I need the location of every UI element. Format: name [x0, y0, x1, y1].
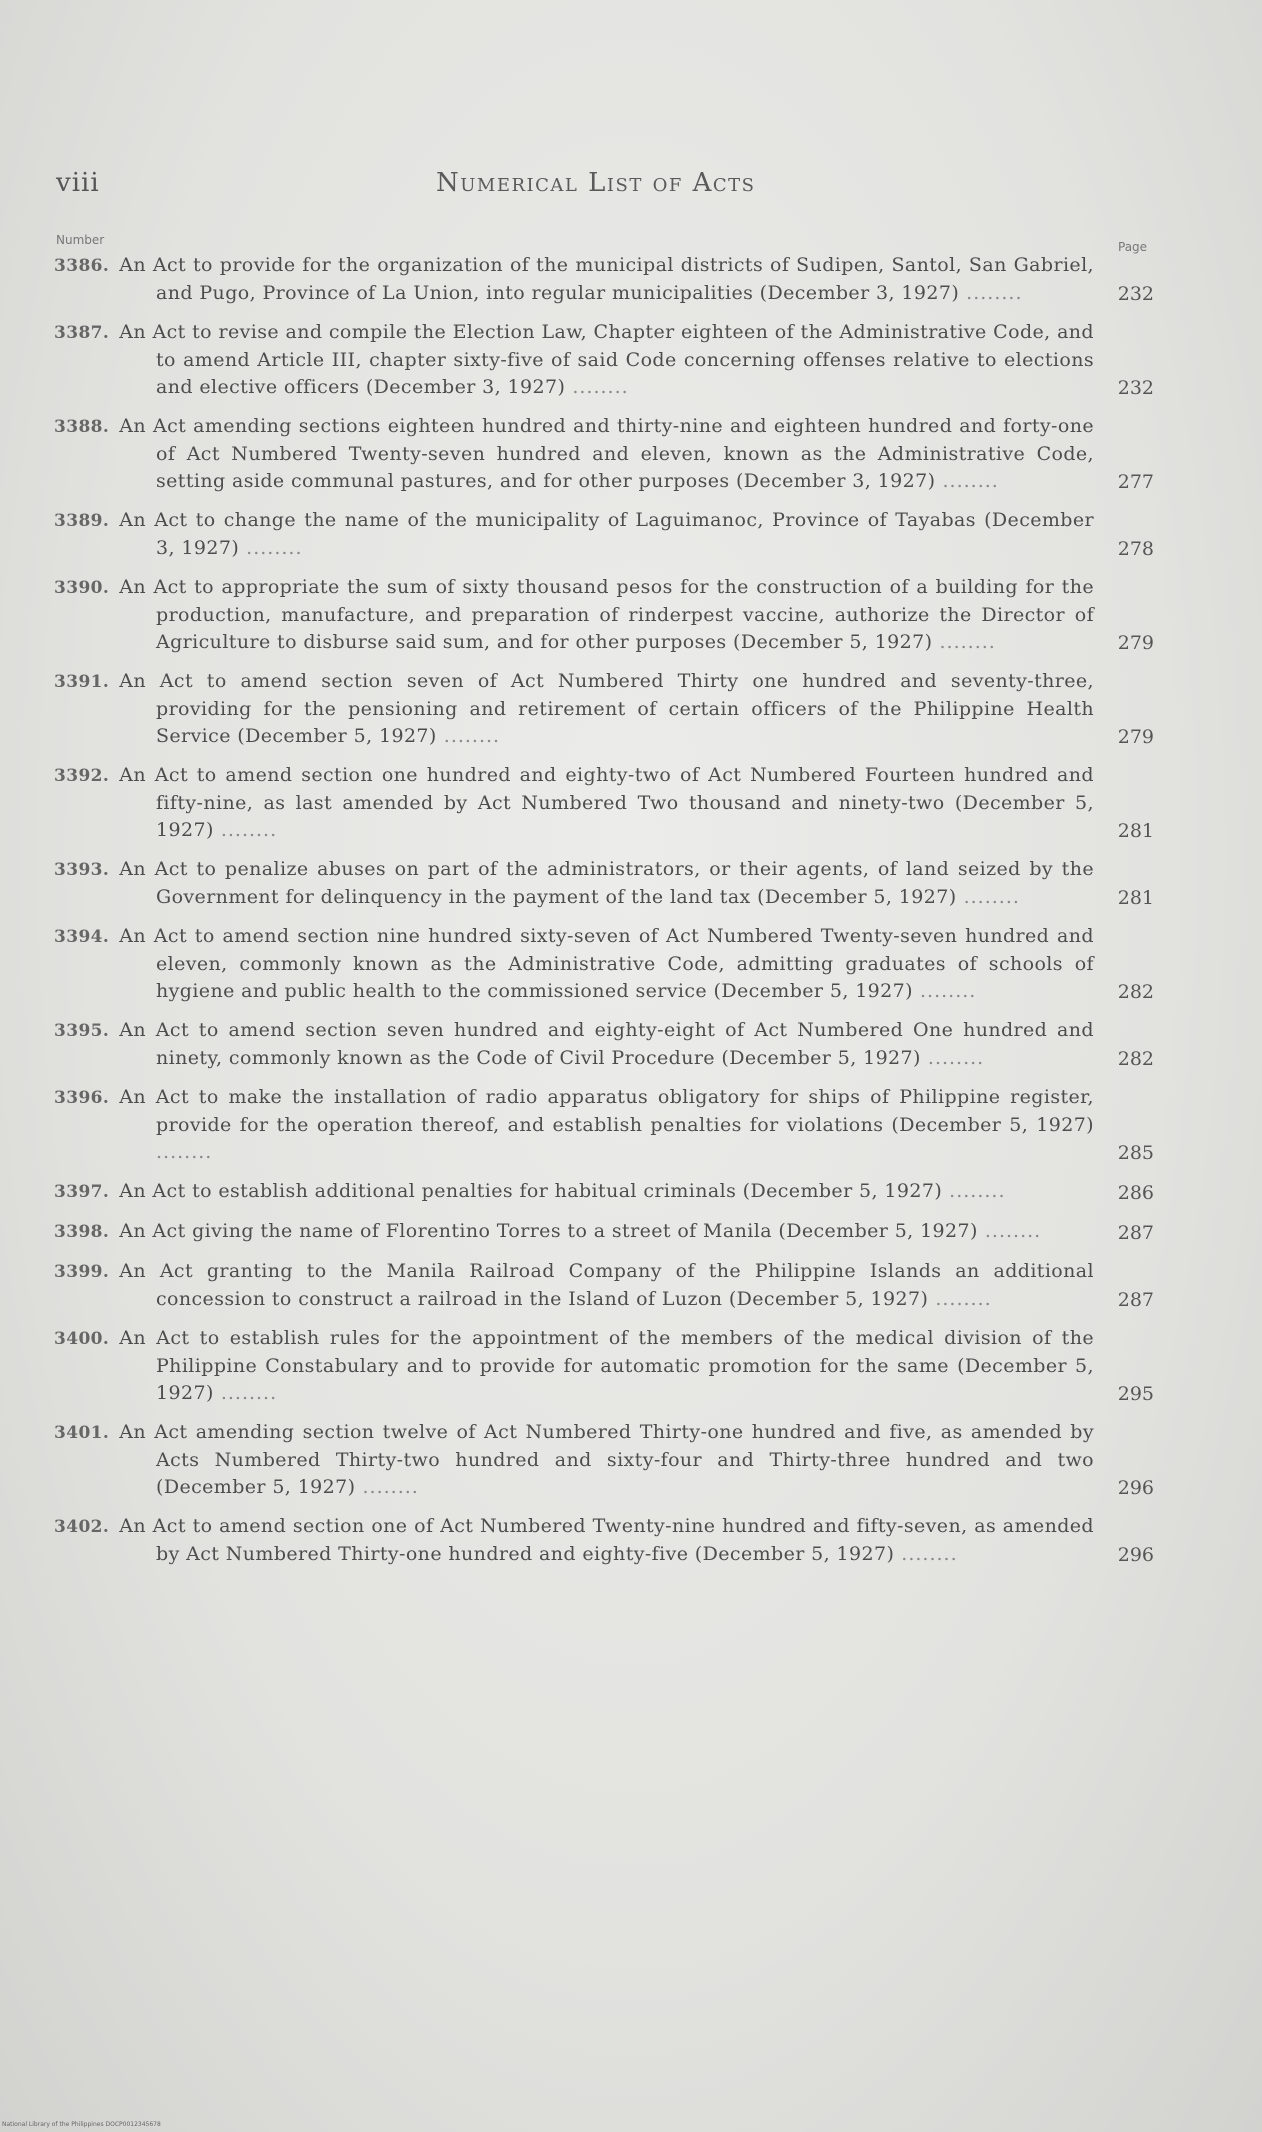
- act-title: An Act to establish additional penalties for habitual criminals (December 5, 1927): [119, 1180, 943, 1202]
- act-number: 3389.: [54, 511, 110, 531]
- act-entry: [54, 1258, 1164, 1313]
- page-number: 287: [1117, 1289, 1154, 1311]
- dot-leader: ........: [213, 1382, 278, 1404]
- page-number: 282: [1117, 1048, 1154, 1070]
- act-entry-text: [54, 1258, 1094, 1313]
- act-number: 3386.: [54, 256, 110, 276]
- act-entry-text: [54, 1325, 1094, 1407]
- act-entry: [54, 1325, 1164, 1407]
- page-number: 281: [1117, 820, 1154, 842]
- dot-leader: ........: [920, 1047, 985, 1069]
- act-number: 3395.: [54, 1021, 110, 1041]
- act-entry-text: [54, 319, 1094, 401]
- act-number: 3396.: [54, 1088, 110, 1108]
- act-title: An Act to make the installation of radio apparatus obligatory for ships of Philippine register, provide for the operation thereof, and establish penalties for violations (December 5, 1927): [119, 1086, 1094, 1136]
- act-entry-text: [54, 856, 1094, 911]
- act-entry: [54, 1419, 1164, 1501]
- act-title: An Act amending sections eighteen hundred and thirty-nine and eighteen hundred and forty-one of Act Numbered Twenty-seven hundred and eleven, known as the Administrative Code, setting aside communal pastures, and for other purposes (December 3, 1927): [119, 415, 1094, 492]
- act-title: An Act to establish rules for the appointment of the members of the medical division of the Philippine Constabulary and to provide for automatic promotion for the same (December 5, 1927): [119, 1327, 1094, 1404]
- page-number: 279: [1117, 726, 1154, 748]
- page-number: 278: [1117, 538, 1154, 560]
- dot-leader: ........: [928, 1288, 992, 1310]
- page-number: 286: [1117, 1182, 1154, 1204]
- act-title: An Act to revise and compile the Election Law, Chapter eighteen of the Administrative Code, and to amend Article III, chapter sixty-five of said Code concerning offenses relative to elections and elective officers (December 3, 1927): [119, 321, 1094, 398]
- act-entry-text: [54, 1178, 1094, 1206]
- act-entry-text: [54, 413, 1094, 495]
- act-entry-text: [54, 507, 1094, 562]
- act-entry: [54, 319, 1164, 401]
- act-entry-text: [54, 923, 1094, 1005]
- folio: viii: [56, 168, 100, 198]
- act-title: An Act to amend section seven hundred and eighty-eight of Act Numbered One hundred and ninety, commonly known as the Code of Civil Procedure (December 5, 1927): [119, 1019, 1094, 1069]
- page-number: 279: [1117, 632, 1154, 654]
- column-label-number: Number: [56, 233, 105, 247]
- page-number: 285: [1117, 1142, 1154, 1164]
- page-number: 282: [1117, 981, 1154, 1003]
- footer-watermark: National Library of the Philippines DOCP0012345678: [2, 2121, 161, 2128]
- act-number: 3401.: [54, 1423, 110, 1443]
- dot-leader: ........: [977, 1220, 1042, 1242]
- act-title: An Act to appropriate the sum of sixty thousand pesos for the construction of a building for the production, manufacture, and preparation of rinderpest vaccine, authorize the Director of Agriculture to disburse said sum, and for other purposes (December 5, 1927): [119, 576, 1094, 653]
- act-number: 3402.: [54, 1517, 110, 1537]
- page-number: 287: [1117, 1222, 1154, 1244]
- act-entry: [54, 1084, 1164, 1166]
- act-title: An Act giving the name of Florentino Torres to a street of Manila (December 5, 1927): [119, 1220, 978, 1242]
- dot-leader: ........: [156, 1141, 213, 1163]
- dot-leader: ........: [355, 1476, 419, 1498]
- page-number: 281: [1117, 887, 1154, 909]
- page-number: 296: [1117, 1477, 1154, 1499]
- act-entry: [54, 1218, 1164, 1246]
- column-label-page: Page: [1118, 240, 1148, 254]
- act-entry-text: [54, 1084, 1094, 1166]
- act-title: An Act to penalize abuses on part of the administrators, or their agents, of land seized by the Government for delinquency in the payment of the land tax (December 5, 1927): [119, 858, 1094, 908]
- act-title: An Act granting to the Manila Railroad Company of the Philippine Islands an additional concession to construct a railroad in the Island of Luzon (December 5, 1927): [119, 1260, 1094, 1310]
- act-number: 3399.: [54, 1262, 110, 1282]
- dot-leader: ........: [565, 376, 629, 398]
- act-entry-text: [54, 1513, 1094, 1568]
- dot-leader: ........: [932, 631, 996, 653]
- act-number: 3390.: [54, 578, 110, 598]
- act-title: An Act to change the name of the municipality of Laguimanoc, Province of Tayabas (December 3, 1927): [119, 509, 1094, 559]
- act-number: 3397.: [54, 1182, 110, 1202]
- act-entry: [54, 252, 1164, 307]
- act-number: 3388.: [54, 417, 110, 437]
- page-number: 296: [1117, 1544, 1154, 1566]
- running-title: Numerical List of Acts: [436, 168, 756, 198]
- dot-leader: ........: [959, 282, 1023, 304]
- act-entry: [54, 507, 1164, 562]
- act-entry-text: [54, 1419, 1094, 1501]
- act-entry-text: [54, 1218, 1094, 1246]
- act-number: 3394.: [54, 927, 110, 947]
- act-title: An Act to amend section one of Act Numbered Twenty-nine hundred and fifty-seven, as amended by Act Numbered Thirty-one hundred and eighty-five (December 5, 1927): [119, 1515, 1094, 1565]
- act-entry: [54, 923, 1164, 1005]
- page-number: 232: [1117, 283, 1154, 305]
- page-header: [56, 168, 1156, 208]
- dot-leader: ........: [239, 537, 303, 559]
- act-entry: [54, 1513, 1164, 1568]
- act-entry-text: [54, 252, 1094, 307]
- act-number: 3392.: [54, 766, 110, 786]
- act-entry-text: [54, 1017, 1094, 1072]
- act-title: An Act to amend section seven of Act Numbered Thirty one hundred and seventy-three, providing for the pensioning and retirement of certain officers of the Philippine Health Service (December 5, 1927): [119, 670, 1094, 747]
- dot-leader: ........: [894, 1543, 958, 1565]
- dot-leader: ........: [912, 980, 977, 1002]
- page-number: 232: [1117, 377, 1154, 399]
- dot-leader: ........: [935, 470, 999, 492]
- act-number: 3391.: [54, 672, 110, 692]
- act-entry-text: [54, 574, 1094, 656]
- act-entry: [54, 1178, 1164, 1206]
- act-number: 3398.: [54, 1222, 110, 1242]
- dot-leader: ........: [942, 1180, 1006, 1202]
- page-number: 295: [1117, 1383, 1154, 1405]
- act-entry-text: [54, 762, 1094, 844]
- act-entry: [54, 762, 1164, 844]
- dot-leader: ........: [213, 819, 278, 841]
- dot-leader: ........: [956, 886, 1020, 908]
- dot-leader: ........: [436, 725, 501, 747]
- page-number: 277: [1117, 471, 1154, 493]
- act-title: An Act to amend section one hundred and eighty-two of Act Numbered Fourteen hundred and fifty-nine, as last amended by Act Numbered Two thousand and ninety-two (December 5, 1927): [119, 764, 1094, 841]
- act-entry: [54, 1017, 1164, 1072]
- act-entry: [54, 668, 1164, 750]
- act-title: An Act to provide for the organization of the municipal districts of Sudipen, Santol, San Gabriel, and Pugo, Province of La Union, into regular municipalities (December 3, 1927): [119, 254, 1094, 304]
- act-entry-text: [54, 668, 1094, 750]
- act-entry: [54, 574, 1164, 656]
- act-title: An Act amending section twelve of Act Numbered Thirty-one hundred and five, as amended by Acts Numbered Thirty-two hundred and sixty-four and Thirty-three hundred and two (December 5, 1927): [119, 1421, 1094, 1498]
- act-number: 3400.: [54, 1329, 110, 1349]
- act-entry: [54, 856, 1164, 911]
- act-number: 3387.: [54, 323, 110, 343]
- act-number: 3393.: [54, 860, 110, 880]
- act-title: An Act to amend section nine hundred sixty-seven of Act Numbered Twenty-seven hundred and eleven, commonly known as the Administrative Code, admitting graduates of schools of hygiene and public health to the commissioned service (December 5, 1927): [119, 925, 1094, 1002]
- act-entry: [54, 413, 1164, 495]
- act-list: [54, 252, 1164, 1568]
